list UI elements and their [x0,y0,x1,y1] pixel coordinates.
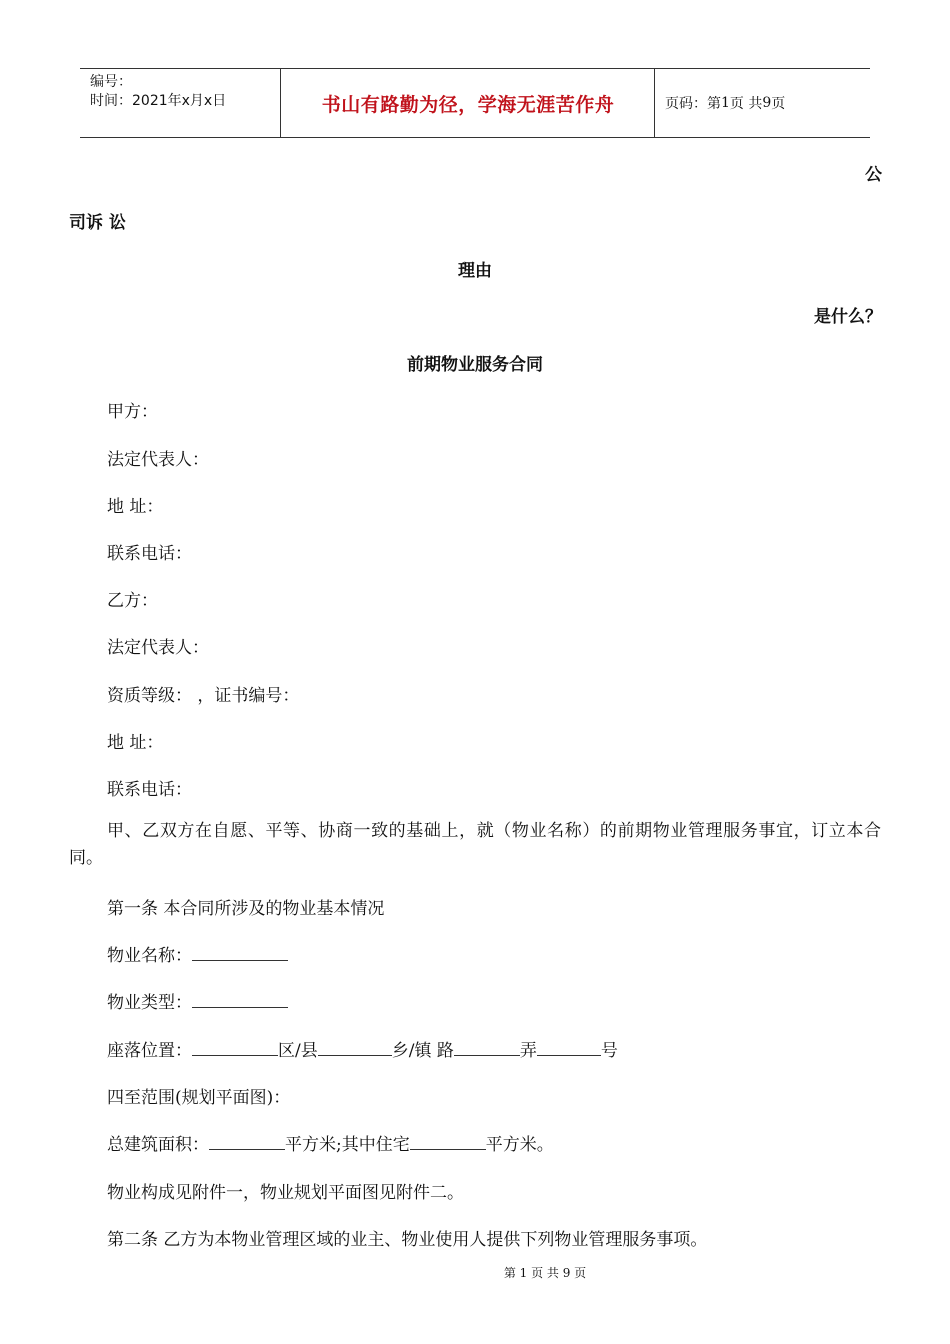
location-row [107,1036,618,1061]
legal-rep-b: 法定代表人： [107,638,209,658]
motto: 书山有路勤为径，学海无涯苦作舟 [282,69,655,137]
location-town: 乡/镇 路 [391,1041,454,1061]
area-row [107,1130,554,1155]
page-indicator [655,69,870,137]
property-type-row [107,988,288,1013]
time-label: 时间：2021年x月x日 [90,93,227,109]
lane-blank [537,1040,601,1056]
address-b: 地 址： [107,733,164,753]
property-name-blank [192,945,288,961]
phone-b: 联系电话： [107,780,192,800]
page-footer: 第 1 页 共 9 页 [503,1266,587,1280]
party-a: 甲方： [107,402,158,422]
qualification: 资质等级： ，证书编号： [107,686,300,706]
number-label: 编号： [90,74,132,90]
party-b: 乙方： [107,591,158,611]
town-blank [318,1040,392,1056]
title-fragment-2: 司诉 讼 [69,213,126,233]
article1-heading: 第一条 本合同所涉及的物业基本情况 [107,899,385,919]
property-name-row [107,941,288,966]
location-label: 座落位置： [107,1041,192,1061]
page-header [80,68,870,138]
location-number: 号 [600,1041,618,1061]
article2-heading: 第二条 乙方为本物业管理区域的业主、物业使用人提供下列物业管理服务事项。 [107,1230,708,1250]
district-blank [192,1040,278,1056]
legal-rep-a: 法定代表人： [107,450,209,470]
area-residential-blank [410,1134,486,1150]
title-fragment-4: 是什么？ [814,307,882,327]
property-name-label: 物业名称： [107,946,192,966]
area-mid: 平方米;其中住宅 [285,1135,410,1155]
page-prefix: 页码：第 [665,96,721,112]
area-total-blank [209,1134,285,1150]
title-fragment-1: 公 [865,165,882,185]
page-suffix: 页 [771,96,786,112]
location-lane: 弄 [519,1041,537,1061]
page-total: 9 [762,95,772,111]
intro-paragraph: 甲、乙双方在自愿、平等、协商一致的基础上，就（物业名称）的前期物业管理服务事宜，订立本合同。 [69,821,881,868]
title-fragment-3: 理由 [458,261,492,281]
page-mid: 页 共 [729,96,763,112]
property-type-blank [192,992,288,1008]
page-number: 1 [721,95,730,111]
header-info-cell [80,69,281,137]
address-a: 地 址： [107,497,164,517]
road-blank [454,1040,520,1056]
area-label: 总建筑面积： [107,1135,209,1155]
phone-a: 联系电话： [107,544,192,564]
composition: 物业构成见附件一，物业规划平面图见附件二。 [107,1183,464,1203]
property-type-label: 物业类型： [107,993,192,1013]
boundary: 四至范围(规划平面图)： [107,1088,291,1108]
location-district: 区/县 [278,1041,318,1061]
document-title: 前期物业服务合同 [407,355,543,375]
area-end: 平方米。 [485,1135,554,1155]
